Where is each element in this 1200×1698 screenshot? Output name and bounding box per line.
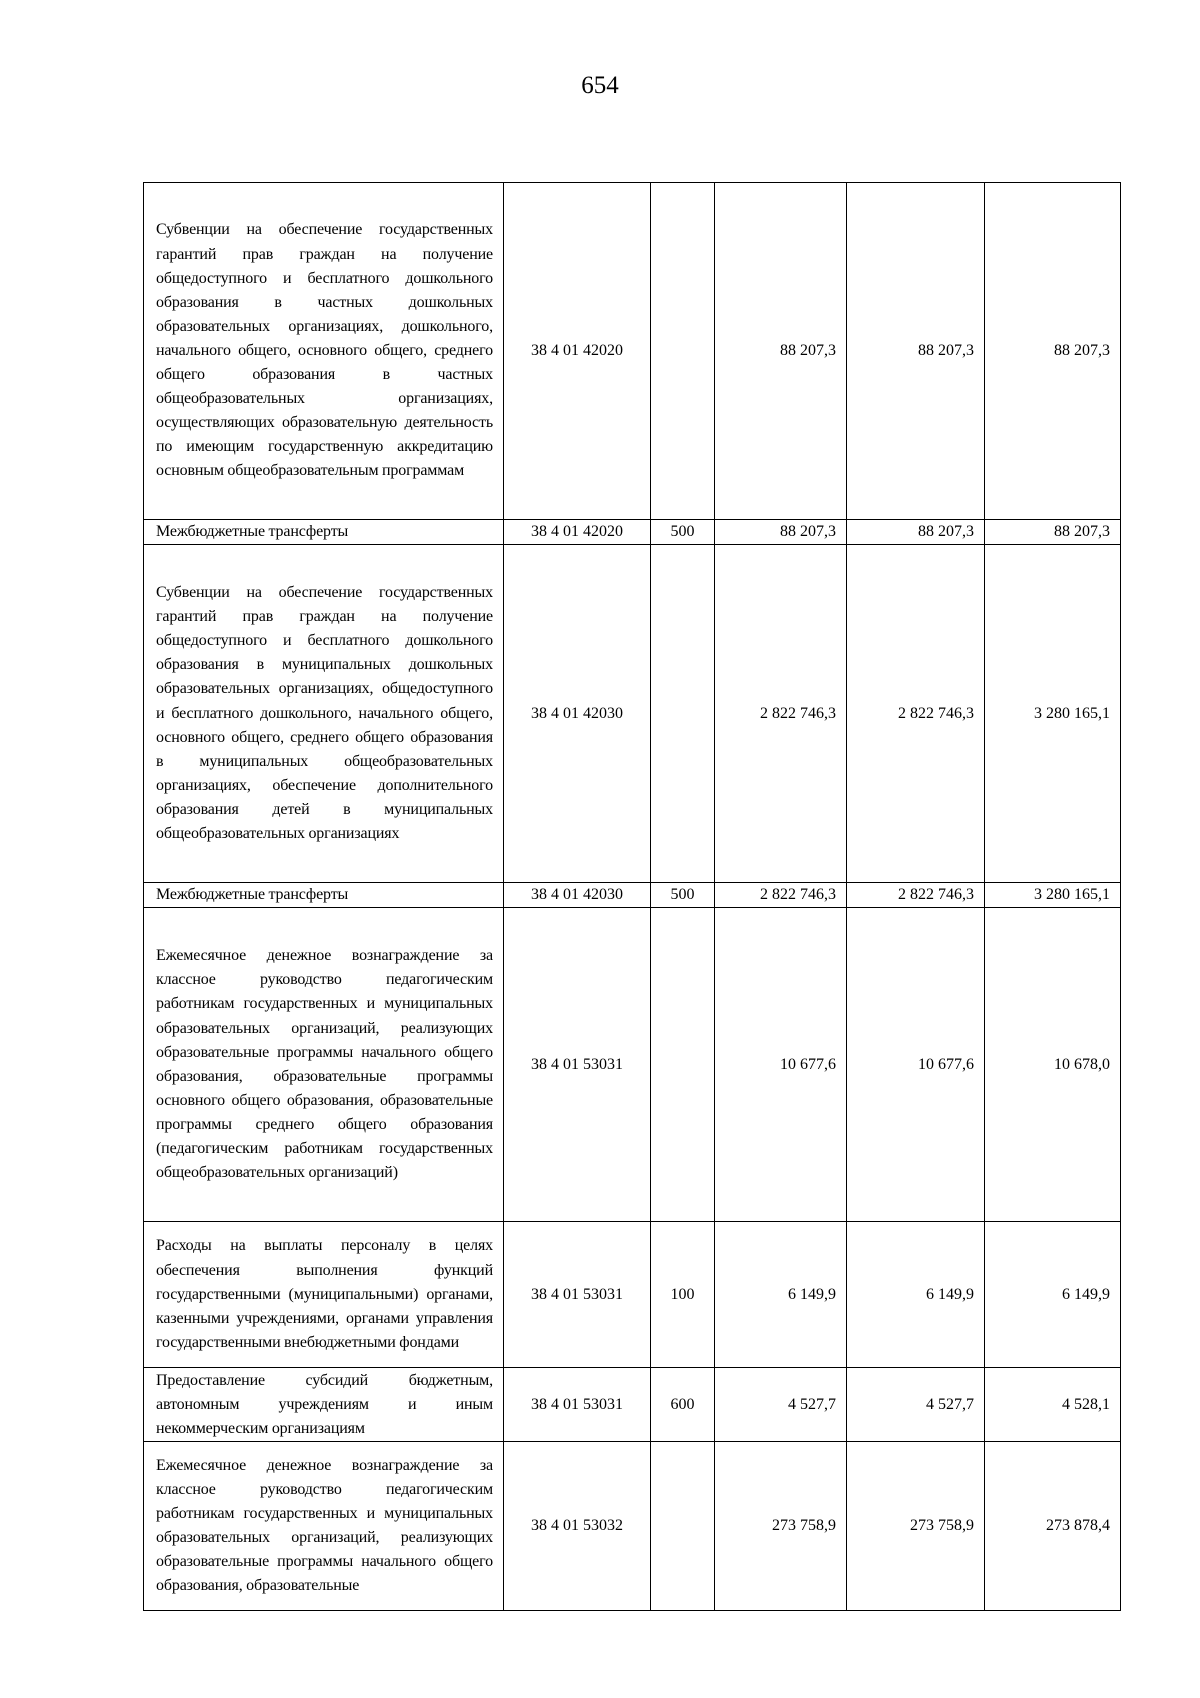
row-description: Межбюджетные трансферты [144,520,504,545]
row-amount-year-3: 6 149,9 [985,1222,1121,1368]
row-amount-year-2: 2 822 746,3 [847,883,985,908]
row-amount-year-1: 6 149,9 [715,1222,847,1368]
row-expense-type-code: 500 [651,883,715,908]
table-row [144,545,1121,883]
row-amount-year-2: 88 207,3 [847,183,985,520]
row-amount-year-3: 3 280 165,1 [985,883,1121,908]
row-expense-type-code: 100 [651,1222,715,1368]
table-row [144,883,1121,908]
row-expense-type-code [651,908,715,1222]
row-amount-year-2: 4 527,7 [847,1368,985,1442]
row-expense-type-code: 500 [651,520,715,545]
row-amount-year-2: 273 758,9 [847,1442,985,1611]
row-amount-year-3: 10 678,0 [985,908,1121,1222]
table-row [144,183,1121,520]
row-amount-year-1: 10 677,6 [715,908,847,1222]
budget-table-wrapper [143,182,1121,1611]
row-target-article-code: 38 4 01 42020 [504,520,651,545]
row-amount-year-3: 3 280 165,1 [985,545,1121,883]
row-amount-year-3: 88 207,3 [985,183,1121,520]
row-amount-year-2: 6 149,9 [847,1222,985,1368]
table-row [144,908,1121,1222]
row-target-article-code: 38 4 01 42030 [504,545,651,883]
row-expense-type-code: 600 [651,1368,715,1442]
row-description: Расходы на выплаты персоналу в целях обеспечения выполнения функций государственными (муниципальными) органами, казенными учреждениями, органами управления государственными внебюджетными фондами [144,1222,504,1368]
table-row [144,1368,1121,1442]
row-description: Ежемесячное денежное вознаграждение за классное руководство педагогическим работникам государственных и муниципальных образовательных организаций, реализующих образовательные программы начального общего образования, образовательные программы основного общего образования, образовательные программы среднего общего образования (педагогическим работникам государственных общеобразовательных организаций) [144,908,504,1222]
row-amount-year-1: 88 207,3 [715,520,847,545]
row-description: Межбюджетные трансферты [144,883,504,908]
row-amount-year-2: 10 677,6 [847,908,985,1222]
row-amount-year-1: 2 822 746,3 [715,545,847,883]
row-amount-year-2: 2 822 746,3 [847,545,985,883]
row-amount-year-1: 273 758,9 [715,1442,847,1611]
table-row [144,1222,1121,1368]
row-amount-year-3: 88 207,3 [985,520,1121,545]
row-amount-year-3: 4 528,1 [985,1368,1121,1442]
page-number: 654 [581,72,619,99]
table-row [144,1442,1121,1611]
row-description: Субвенции на обеспечение государственных гарантий прав граждан на получение общедоступного и бесплатного дошкольного образования в частных дошкольных образовательных организациях, дошкольного, начального общего, основного общего, среднего общего образования в частных общеобразовательных организациях, осуществляющих образовательную деятельность по имеющим государственную аккредитацию основным общеобразовательным программам [144,183,504,520]
row-expense-type-code [651,183,715,520]
row-amount-year-1: 4 527,7 [715,1368,847,1442]
row-description: Ежемесячное денежное вознаграждение за классное руководство педагогическим работникам государственных и муниципальных образовательных организаций, реализующих образовательные программы начального общего образования, образовательные [144,1442,504,1611]
row-target-article-code: 38 4 01 42020 [504,183,651,520]
row-target-article-code: 38 4 01 42030 [504,883,651,908]
row-target-article-code: 38 4 01 53031 [504,908,651,1222]
row-amount-year-1: 2 822 746,3 [715,883,847,908]
row-expense-type-code [651,1442,715,1611]
row-description: Предоставление субсидий бюджетным, автономным учреждениям и иным некоммерческим организациям [144,1368,504,1442]
row-description: Субвенции на обеспечение государственных гарантий прав граждан на получение общедоступного и бесплатного дошкольного образования в муниципальных дошкольных образовательных организациях, общедоступного и бесплатного дошкольного, начального общего, основного общего, среднего общего образования в муниципальных общеобразовательных организациях, обеспечение дополнительного образования детей в муниципальных общеобразовательных организациях [144,545,504,883]
row-expense-type-code [651,545,715,883]
budget-table [143,182,1121,1611]
row-target-article-code: 38 4 01 53031 [504,1222,651,1368]
row-amount-year-3: 273 878,4 [985,1442,1121,1611]
table-row [144,520,1121,545]
row-amount-year-2: 88 207,3 [847,520,985,545]
row-amount-year-1: 88 207,3 [715,183,847,520]
row-target-article-code: 38 4 01 53032 [504,1442,651,1611]
row-target-article-code: 38 4 01 53031 [504,1368,651,1442]
